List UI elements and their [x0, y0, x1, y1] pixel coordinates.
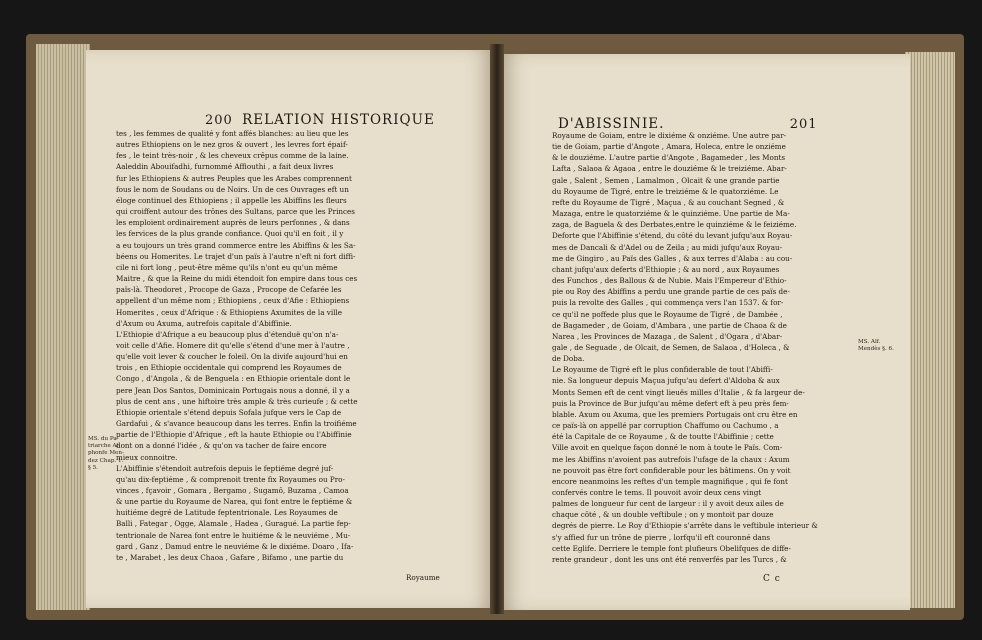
right-page-number: 201	[789, 117, 818, 132]
text-line: puis la Province de Bur jufqu'au même defert eft à peu près fem-	[552, 398, 789, 408]
text-line: te , Marabet , les deux Chaoa , Gafare , Bifamo , une partie du	[116, 552, 344, 562]
text-line: puis la revolte des Galles , qui commença vers l'an 1537. & for-	[552, 298, 784, 308]
text-line: tie de Goiam, partie d'Angote , Amara, Holeca, entre le onziéme	[552, 142, 786, 152]
text-line: refte du Royaume de Tigré , Maçua , & au couchant Segned , &	[552, 197, 785, 207]
text-line: gard , Ganz , Damud entre le neuviéme & le dixiéme. Doaro , Ifa-	[116, 541, 354, 551]
text-line: Le Royaume de Tigré eft le plus confiderable de tout l'Abiffi-	[552, 365, 773, 375]
text-line: qu'au dix-feptiéme , & comprenoit trente fix Royaumes ou Pro-	[116, 474, 345, 484]
text-line: mes de Dancali & d'Adel ou de Zeila ; au midi jufqu'aux Royau-	[552, 242, 783, 252]
text-line: ce qu'il ne poffede plus que le Royaume de Tigré , de Dambée ,	[552, 309, 783, 319]
text-line: chaque côté , & un double veftibule ; on y montoit par douze	[552, 510, 774, 520]
text-line: confervés contre le tems. Il pouvoit avoir deux cens vingt	[552, 488, 762, 497]
left-head-title: RELATION HISTORIQUE	[242, 112, 435, 128]
text-line: L'Ethiopie d'Afrique a eu beaucoup plus d'étenduë qu'on n'a-	[116, 329, 339, 339]
signature-mark: C c	[763, 574, 781, 584]
text-line: degrés de pierre. Le Roy d'Ethiopie s'arrête dans le veftibule interieur &	[552, 521, 818, 531]
text-line: tentrionale de Narea font entre le huitiéme & le neuviéme , Mu-	[116, 530, 351, 540]
margin-note-line: phonfe Men-	[88, 450, 124, 457]
text-line: gale , de Seguade , de Olcait, de Semen, de Salaoa , d'Holeca , &	[552, 342, 790, 352]
right-body-text	[552, 130, 854, 565]
text-line: qui croiffent autour des trônes des Sultans, parce que les Princes	[116, 207, 355, 217]
text-line: huitiéme degré de Latitude feptentrionale. Les Royaumes de	[116, 508, 338, 518]
margin-note-line: MS. Alf.	[858, 339, 881, 345]
left-running-head	[201, 112, 435, 128]
text-line: ne pouvoit pas être fort confiderable pour les bâtimens. On y voit	[552, 465, 791, 475]
text-line: pie ou Roy des Abiffins a perdu une grande partie de ces païs de-	[552, 287, 790, 297]
text-line: les fervices de la plus grande confiance. Quoi qu'il en foit , il y	[116, 229, 344, 239]
text-line: Balli , Fategar , Ogge, Alamale , Hadea , Guragué. La partie fep-	[116, 519, 351, 529]
right-page	[498, 54, 910, 610]
text-line: palmes de longueur fur cent de largeur : il y avoit deux ailes de	[552, 499, 784, 509]
text-line: cile ni fort long , peut-être même qu'ils n'ont eu qu'un même	[116, 262, 338, 272]
text-line: Monts Semen eft de cent vingt lieuës milles d'Italie , & fa largeur de-	[552, 387, 805, 397]
text-line: Lafta , Salaoa & Agaoa , entre le douziéme & le treiziéme. Abar-	[552, 164, 787, 174]
left-body-text	[116, 128, 434, 563]
text-line: & le douziéme. L'autre partie d'Angote , Bagameder , les Monts	[552, 153, 786, 163]
text-line: tes , les femmes de qualité y font affés blanches: au lieu que les	[116, 129, 349, 138]
left-page-number: 200	[205, 113, 233, 128]
text-line: chant jufqu'aux deferts d'Ethiopie ; & au nord , aux Royaumes	[552, 264, 780, 274]
margin-note-line: Mendès §. 6.	[858, 346, 894, 353]
margin-note-line: MS. du Pa-	[88, 436, 119, 442]
book-gutter	[490, 44, 504, 614]
text-line: les emploient ordinairement auprès de leurs perfonnes , & dans	[116, 218, 350, 228]
text-line: nie. Sa longueur depuis Maçua jufqu'au defert d'Aldoba & aux	[552, 376, 780, 386]
text-line: Narea , les Provinces de Mazaga , de Salent , d'Ogara , d'Abar-	[552, 331, 783, 341]
text-line: pere Jean Dos Santos, Dominicain Portugais nous a donné, il y a	[116, 385, 350, 395]
text-line: béens ou Homerites. Le trajet d'un païs à l'autre n'eft ni fort diffi-	[116, 251, 356, 261]
text-line: Congo , d'Angola , & de Benguela : en Ethiopie orientale dont le	[116, 374, 351, 384]
text-line: qu'elle voit lever & coucher le foleil. On la divife aujourd'hui en	[116, 352, 348, 362]
text-line: vinces , fçavoir , Gomara , Bergamo , Sugamô, Buzama , Camoa	[116, 486, 349, 495]
text-line: d'Axum ou Axuma, autrefois capitale d'Abiffinie.	[116, 318, 292, 328]
text-line: de Bagameder , de Goiam, d'Ambara , une partie de Chaoa & de	[552, 320, 787, 330]
text-line: du Royaume de Tigré, entre le treiziéme & le quatorziéme. Le	[552, 186, 779, 196]
left-margin-note	[88, 436, 124, 472]
text-line: ce païs-là on appellé par corruption Chaffumo ou Cachumo , a	[552, 421, 779, 431]
text-line: Homerites , ceux d'Afrique : & Ethiopiens Axumites de la ville	[116, 307, 342, 317]
right-margin-note	[858, 339, 894, 353]
text-line: éloge continuel des Ethiopiens ; il appelle les Abiffins les fleurs	[116, 195, 347, 205]
text-line: païs-là. Theodoret , Procope de Gaza , Procope de Cefarée les	[116, 285, 342, 295]
text-line: fous le nom de Soudans ou de Noirs. Un de ces Ouvrages eft un	[116, 184, 349, 194]
text-line: de Doba.	[552, 354, 585, 364]
text-line: blable. Axum ou Axuma, que les premiers Portugais ont cru être en	[552, 409, 798, 419]
text-line: été la Capitale de ce Royaume , & de toutte l'Abiffinie ; cette	[552, 432, 774, 442]
text-line: dont on a donné l'idée , & qu'on va tacher de faire encore	[116, 441, 327, 451]
text-line: L'Abiffinie s'étendoit autrefois depuis le feptiéme degré juf-	[116, 463, 334, 473]
text-line: cette Eglife. Derriere le temple font plufieurs Obelifques de diffe-	[552, 543, 791, 553]
text-line: Mazaga, entre le quatorziéme & le quinziéme. Une partie de Ma-	[552, 209, 790, 219]
text-line: encore neanmoins les reftes d'un temple magnifique , qui fe font	[552, 476, 788, 486]
text-line: fur les Ethiopiens & autres Peuples que les Arabes comprennent	[116, 173, 352, 183]
right-head-title: D'ABISSINIE.	[558, 116, 665, 132]
text-line: me de Gingiro , au Païs des Galles , & aux terres d'Alaba : au cou-	[552, 253, 793, 263]
left-catchword: Royaume	[406, 573, 440, 582]
left-page	[86, 50, 496, 608]
text-line: fes , le teint très-noir , & les cheveux crêpus comme de la laine.	[116, 151, 349, 161]
text-line: & une partie du Royaume de Narea, qui font entre le feptiéme &	[116, 497, 353, 507]
text-line: zaga, de Baguela & des Derbates,entre le quinziéme & le feiziéme.	[552, 220, 797, 230]
margin-note-line: § 5.	[88, 464, 98, 471]
margin-note-line: triarche Al-	[88, 443, 121, 450]
text-line: Aaleddin Abouifadhi, furnommé Affiouthi , a fait deux livres	[116, 162, 334, 172]
text-line: voit celle d'Afie. Homere dit qu'elle s'étend d'une mer à l'autre ,	[116, 340, 350, 350]
text-line: des Funchos , des Ballous & de Nubie. Mais l'Empereur d'Ethio-	[552, 276, 787, 286]
text-line: gale , Salent , Semen , Lamalmon , Olcait & une grande partie	[552, 175, 780, 185]
page-edges-left	[36, 44, 90, 610]
text-line: mieux connoitre.	[116, 452, 178, 462]
text-line: autres Ethiopiens on le nez gros & ouvert , les levres fort épaif-	[116, 140, 348, 150]
text-line: Royaume de Goiam, entre le dixiéme & onziéme. Une autre par-	[552, 131, 787, 140]
text-line: appellent d'un même nom ; Ethiopiens , ceux d'Afie : Ethiopiens	[116, 296, 350, 306]
margin-note-line: dez Chap. 1.	[88, 457, 124, 464]
text-line: Maitre , & que la Reine du midi étendoit fon empire dans tous ces	[116, 274, 358, 284]
text-line: rente grandeur , dont les uns ont été renverfés par les Turcs , &	[552, 554, 787, 564]
text-line: plus de cent ans , une hiftoire très ample & très curieufe ; & cette	[116, 396, 358, 406]
text-line: Deforte que l'Abiffinie s'étend, du côté du levant jufqu'aux Royau-	[552, 231, 793, 241]
text-line: Ethiopie orientale s'étend depuis Sofala jufque vers le Cap de	[116, 407, 342, 417]
page-edges-right	[905, 52, 955, 608]
text-line: a eu toujours un très grand commerce entre les Abiffins & les Sa-	[116, 240, 356, 250]
text-line: s'y affied fur un trône de pierre , lorfqu'il eft couronné dans	[552, 532, 771, 542]
text-line: Gardafui , & s'avance beaucoup dans les terres. Enfin la troifiéme	[116, 419, 357, 429]
text-line: trois , en Ethiopie occidentale qui comprend les Royaumes de	[116, 363, 342, 373]
text-line: me les Abiffins n'avoient pas autrefois l'ufage de la chaux : Axum	[552, 454, 790, 464]
text-line: Ville avoit en quelque façon donné le nom à toute le Païs. Com-	[552, 443, 783, 453]
text-line: partie de l'Ethiopie d'Afrique , eft la haute Ethiopie ou l'Abiffinie	[116, 430, 352, 440]
